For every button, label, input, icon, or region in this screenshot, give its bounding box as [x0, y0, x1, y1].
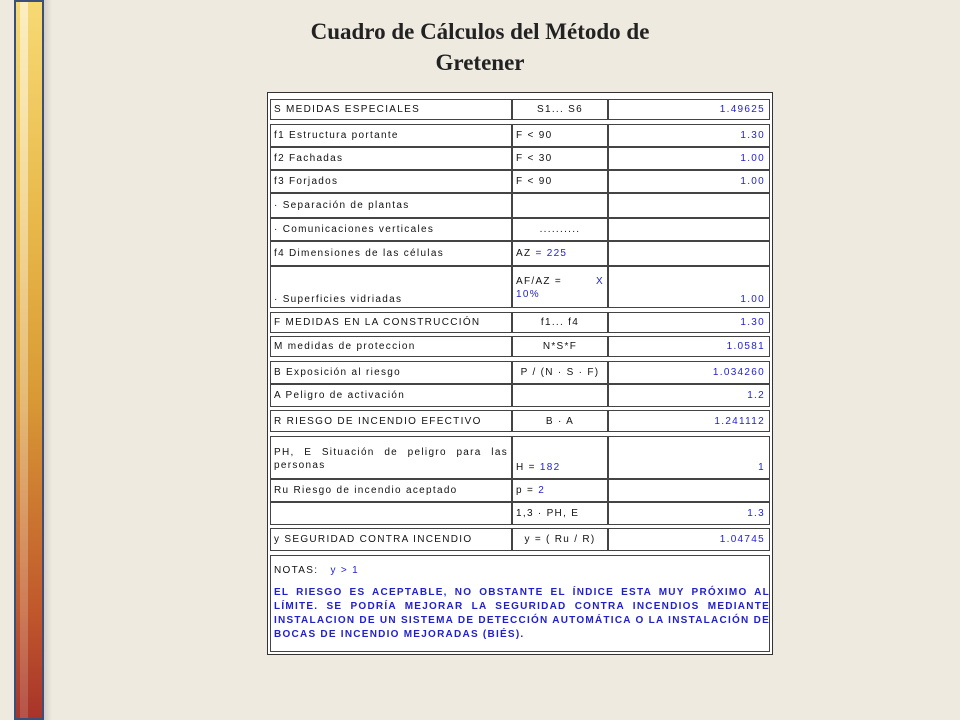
- r-riesgo-label: R RIESGO DE INCENDIO EFECTIVO: [270, 410, 512, 432]
- b-exposicion-formula: P / (N · S · F): [512, 361, 608, 384]
- a-peligro-label: A Peligro de activación: [270, 384, 512, 407]
- s-medidas-formula: S1... S6: [512, 99, 608, 120]
- superficies-value-text: 1.00: [740, 294, 765, 305]
- ru-riesgo-formula: [512, 479, 608, 502]
- ph-e-value-text: 1: [758, 462, 765, 473]
- ru-riesgo-label: Ru Riesgo de incendio aceptado: [270, 479, 512, 502]
- ph-e-label: PH, E Situación de peligro para las personas: [270, 436, 512, 479]
- superficies-ratio: AF/AZ =: [516, 276, 563, 287]
- a-peligro-value: 1.2: [608, 384, 770, 407]
- page-title: [250, 16, 710, 78]
- f4-value: [608, 241, 770, 266]
- notes-label: NOTAS:: [274, 565, 319, 576]
- notes-box: [270, 555, 770, 652]
- f4-formula-prefix: AZ: [516, 248, 532, 259]
- ph-calc-label: [270, 502, 512, 525]
- title-line-2: Gretener: [435, 50, 525, 75]
- f2-value: 1.00: [608, 147, 770, 170]
- m-medidas-formula: N*S*F: [512, 336, 608, 357]
- ph-e-value: [608, 436, 770, 479]
- ph-calc-value: 1.3: [608, 502, 770, 525]
- ph-e-formula: [512, 436, 608, 479]
- notes-header: [274, 564, 359, 577]
- y-seguridad-label: y SEGURIDAD CONTRA INCENDIO: [270, 528, 512, 551]
- comunicaciones-label: · Comunicaciones verticales: [270, 218, 512, 241]
- f2-label: f2 Fachadas: [270, 147, 512, 170]
- f-medidas-label: F MEDIDAS EN LA CONSTRUCCIÓN: [270, 312, 512, 333]
- side-bar-shadow: [44, 0, 52, 720]
- f2-formula: F < 30: [512, 147, 608, 170]
- y-seguridad-value: 1.04745: [608, 528, 770, 551]
- gretener-calculation-sheet: [267, 92, 773, 655]
- ph-e-formula-value: 182: [539, 462, 561, 473]
- f3-label: f3 Forjados: [270, 170, 512, 193]
- b-exposicion-value: 1.034260: [608, 361, 770, 384]
- superficies-percent: 10%: [516, 289, 540, 300]
- f1-formula: F < 90: [512, 124, 608, 147]
- m-medidas-value: 1.0581: [608, 336, 770, 357]
- separacion-value: [608, 193, 770, 218]
- a-peligro-formula: [512, 384, 608, 407]
- f4-formula: [512, 241, 608, 266]
- title-line-1: Cuadro de Cálculos del Método de: [310, 19, 650, 44]
- f1-label: f1 Estructura portante: [270, 124, 512, 147]
- y-seguridad-formula: y = ( Ru / R): [512, 528, 608, 551]
- f-medidas-formula: f1... f4: [512, 312, 608, 333]
- separacion-label: · Separación de plantas: [270, 193, 512, 218]
- superficies-x: X: [596, 276, 604, 287]
- superficies-label: · Superficies vidriadas: [270, 266, 512, 308]
- superficies-formula-line-1: [516, 275, 604, 288]
- f-medidas-value: 1.30: [608, 312, 770, 333]
- comunicaciones-value: [608, 218, 770, 241]
- f3-formula: F < 90: [512, 170, 608, 193]
- superficies-value: [608, 266, 770, 308]
- ru-formula-value: 2: [538, 485, 546, 496]
- notes-text: EL RIESGO ES ACEPTABLE, NO OBSTANTE EL ÍNDICE ESTA MUY PRÓXIMO AL LÍMITE. SE PODRÍA MEJORAR LA SEGURIDAD CONTRA INCENDIOS MEDIANTE INSTALACION DE UN SISTEMA DE DETECCIÓN AUTOMÁTICA O LA INSTALACIÓN DE BOCAS DE INCENDIO MEJORADAS (BIÉS).: [274, 587, 770, 640]
- f3-value: 1.00: [608, 170, 770, 193]
- ph-calc-formula: 1,3 · PH, E: [512, 502, 608, 525]
- r-riesgo-value: 1.241112: [608, 410, 770, 432]
- s-medidas-label: S MEDIDAS ESPECIALES: [270, 99, 512, 120]
- r-riesgo-formula: B · A: [512, 410, 608, 432]
- ph-e-formula-prefix: H =: [516, 462, 536, 473]
- f1-value: 1.30: [608, 124, 770, 147]
- m-medidas-label: M medidas de proteccion: [270, 336, 512, 357]
- ru-formula-prefix: p =: [516, 485, 535, 496]
- f4-formula-value: = 225: [535, 248, 568, 259]
- superficies-formula: [512, 266, 608, 308]
- b-exposicion-label: B Exposición al riesgo: [270, 361, 512, 384]
- separacion-formula: [512, 193, 608, 218]
- decorative-side-bar: [14, 0, 44, 720]
- f4-label: f4 Dimensiones de las células: [270, 241, 512, 266]
- comunicaciones-formula: ..........: [512, 218, 608, 241]
- ru-riesgo-value: [608, 479, 770, 502]
- s-medidas-value: 1.49625: [608, 99, 770, 120]
- notes-condition: y > 1: [330, 565, 360, 576]
